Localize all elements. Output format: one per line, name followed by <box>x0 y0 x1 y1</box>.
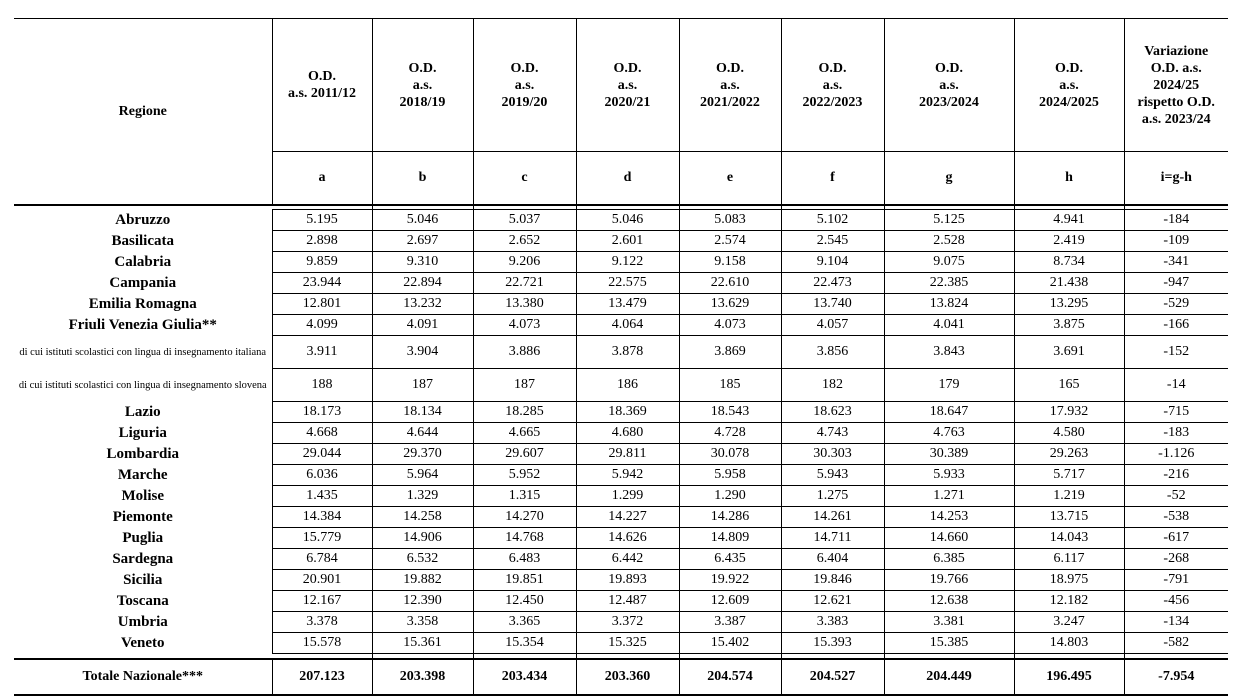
table-row <box>14 570 1228 591</box>
value-cell: 14.809 <box>679 528 781 549</box>
col-header-h <box>1014 19 1124 152</box>
value-cell: 188 <box>272 369 372 402</box>
col-header-f-l2: a.s. <box>822 77 843 93</box>
value-cell: 4.041 <box>884 315 1014 336</box>
value-cell: 5.046 <box>576 210 679 231</box>
value-cell: 12.390 <box>372 591 473 612</box>
value-cell: 14.286 <box>679 507 781 528</box>
letter-b: b <box>372 152 473 206</box>
value-cell: 204.527 <box>781 659 884 695</box>
variation-cell: -617 <box>1124 528 1228 549</box>
value-cell: 12.621 <box>781 591 884 612</box>
col-header-h-l1: O.D. <box>1055 60 1083 76</box>
value-cell: 19.846 <box>781 570 884 591</box>
letter-c: c <box>473 152 576 206</box>
value-cell: 1.299 <box>576 486 679 507</box>
value-cell: 19.851 <box>473 570 576 591</box>
col-header-h-l2: a.s. <box>1059 77 1079 93</box>
value-cell: 18.173 <box>272 402 372 423</box>
variation-cell: -268 <box>1124 549 1228 570</box>
col-header-b-l2: a.s. <box>412 77 433 93</box>
table-row <box>14 423 1228 444</box>
value-cell: 4.941 <box>1014 210 1124 231</box>
value-cell: 13.232 <box>372 294 473 315</box>
value-cell: 6.117 <box>1014 549 1124 570</box>
variation-cell: -456 <box>1124 591 1228 612</box>
value-cell: 14.384 <box>272 507 372 528</box>
value-cell: 186 <box>576 369 679 402</box>
region-header-label: Regione <box>118 104 167 119</box>
table-row <box>14 444 1228 465</box>
value-cell: 18.623 <box>781 402 884 423</box>
table-row <box>14 294 1228 315</box>
value-cell: 22.894 <box>372 273 473 294</box>
col-header-e <box>679 19 781 152</box>
value-cell: 4.073 <box>473 315 576 336</box>
value-cell: 4.763 <box>884 423 1014 444</box>
total-row <box>14 659 1228 695</box>
value-cell: 3.365 <box>473 612 576 633</box>
value-cell: 19.766 <box>884 570 1014 591</box>
value-cell: 23.944 <box>272 273 372 294</box>
value-cell: 3.358 <box>372 612 473 633</box>
col-header-g-l1: O.D. <box>935 60 963 76</box>
value-cell: 3.247 <box>1014 612 1124 633</box>
variation-cell: -14 <box>1124 369 1228 402</box>
value-cell: 9.158 <box>679 252 781 273</box>
value-cell: 12.167 <box>272 591 372 612</box>
value-cell: 29.811 <box>576 444 679 465</box>
value-cell: 18.285 <box>473 402 576 423</box>
value-cell: 12.182 <box>1014 591 1124 612</box>
value-cell: 30.389 <box>884 444 1014 465</box>
variation-cell: -109 <box>1124 231 1228 252</box>
value-cell: 5.125 <box>884 210 1014 231</box>
value-cell: 14.043 <box>1014 528 1124 549</box>
value-cell: 9.206 <box>473 252 576 273</box>
region-name: Calabria <box>114 253 172 270</box>
col-header-f <box>781 19 884 152</box>
region-name: Piemonte <box>112 508 173 525</box>
value-cell: 5.964 <box>372 465 473 486</box>
value-cell: 204.574 <box>679 659 781 695</box>
col-header-variation <box>1124 19 1228 152</box>
value-cell: 14.626 <box>576 528 679 549</box>
value-cell: 6.784 <box>272 549 372 570</box>
value-cell: 13.380 <box>473 294 576 315</box>
region-header <box>14 19 272 206</box>
col-header-a-l2: a.s. 2011/12 <box>287 86 357 101</box>
col-header-d-l1: O.D. <box>613 60 642 76</box>
value-cell: 2.898 <box>272 231 372 252</box>
value-cell: 14.660 <box>884 528 1014 549</box>
value-cell: 4.064 <box>576 315 679 336</box>
value-cell: 2.601 <box>576 231 679 252</box>
od-table <box>14 18 1228 696</box>
col-header-e-l2: a.s. <box>720 77 740 93</box>
col-header-g <box>884 19 1014 152</box>
value-cell: 1.315 <box>473 486 576 507</box>
value-cell: 5.942 <box>576 465 679 486</box>
value-cell: 5.943 <box>781 465 884 486</box>
value-cell: 18.134 <box>372 402 473 423</box>
col-header-c-l3: 2019/20 <box>501 94 548 110</box>
variation-cell: -791 <box>1124 570 1228 591</box>
value-cell: 4.057 <box>781 315 884 336</box>
col-header-b-l1: O.D. <box>408 60 437 76</box>
letter-d: d <box>576 152 679 206</box>
value-cell: 185 <box>679 369 781 402</box>
table-row <box>14 507 1228 528</box>
value-cell: 4.680 <box>576 423 679 444</box>
col-header-h-l3: 2024/2025 <box>1039 94 1099 110</box>
value-cell: 3.875 <box>1014 315 1124 336</box>
value-cell: 5.083 <box>679 210 781 231</box>
value-cell: 5.046 <box>372 210 473 231</box>
header-row <box>14 19 1228 152</box>
value-cell: 187 <box>473 369 576 402</box>
variation-cell: -183 <box>1124 423 1228 444</box>
value-cell: 3.869 <box>679 336 781 369</box>
value-cell: 203.434 <box>473 659 576 695</box>
value-cell: 5.717 <box>1014 465 1124 486</box>
value-cell: 4.580 <box>1014 423 1124 444</box>
value-cell: 1.219 <box>1014 486 1124 507</box>
value-cell: 3.911 <box>272 336 372 369</box>
table-row <box>14 528 1228 549</box>
value-cell: 5.933 <box>884 465 1014 486</box>
letter-g: g <box>884 152 1014 206</box>
value-cell: 4.665 <box>473 423 576 444</box>
value-cell: 18.369 <box>576 402 679 423</box>
region-name: Lombardia <box>106 445 179 462</box>
table-row <box>14 231 1228 252</box>
value-cell: 3.372 <box>576 612 679 633</box>
col-header-f-l1: O.D. <box>818 60 847 76</box>
col-header-e-l1: O.D. <box>716 60 744 76</box>
region-name: di cui istituti scolastici con lingua di insegnamento italiana <box>19 346 267 358</box>
region-name: Emilia Romagna <box>88 295 197 312</box>
value-cell: 4.099 <box>272 315 372 336</box>
value-cell: 30.303 <box>781 444 884 465</box>
value-cell: 14.253 <box>884 507 1014 528</box>
value-cell: 4.728 <box>679 423 781 444</box>
region-name: Abruzzo <box>115 211 171 228</box>
value-cell: 14.258 <box>372 507 473 528</box>
region-name: Basilicata <box>111 232 174 249</box>
table-body <box>14 205 1228 695</box>
value-cell: 196.495 <box>1014 659 1124 695</box>
region-name: Sardegna <box>112 550 174 567</box>
value-cell: 12.487 <box>576 591 679 612</box>
value-cell: 13.295 <box>1014 294 1124 315</box>
value-cell: 5.952 <box>473 465 576 486</box>
value-cell: 22.575 <box>576 273 679 294</box>
col-header-d-l2: a.s. <box>617 77 638 93</box>
table-row <box>14 252 1228 273</box>
value-cell: 9.104 <box>781 252 884 273</box>
variation-cell: -216 <box>1124 465 1228 486</box>
table-row <box>14 612 1228 633</box>
value-cell: 9.075 <box>884 252 1014 273</box>
value-cell: 15.393 <box>781 633 884 654</box>
region-name: Friuli Venezia Giulia** <box>68 316 217 333</box>
variation-cell: -166 <box>1124 315 1228 336</box>
variation-cell: -134 <box>1124 612 1228 633</box>
value-cell: 14.803 <box>1014 633 1124 654</box>
value-cell: 3.856 <box>781 336 884 369</box>
variation-cell: -7.954 <box>1124 659 1228 695</box>
value-cell: 15.325 <box>576 633 679 654</box>
value-cell: 9.122 <box>576 252 679 273</box>
value-cell: 12.609 <box>679 591 781 612</box>
value-cell: 20.901 <box>272 570 372 591</box>
table-row <box>14 315 1228 336</box>
value-cell: 182 <box>781 369 884 402</box>
value-cell: 207.123 <box>272 659 372 695</box>
value-cell: 3.387 <box>679 612 781 633</box>
value-cell: 6.385 <box>884 549 1014 570</box>
value-cell: 6.532 <box>372 549 473 570</box>
variation-cell: -341 <box>1124 252 1228 273</box>
value-cell: 19.882 <box>372 570 473 591</box>
col-header-g-l2: a.s. <box>939 77 959 93</box>
table-row <box>14 210 1228 231</box>
table-row <box>14 591 1228 612</box>
value-cell: 15.779 <box>272 528 372 549</box>
value-cell: 14.906 <box>372 528 473 549</box>
value-cell: 15.385 <box>884 633 1014 654</box>
table-row <box>14 486 1228 507</box>
value-cell: 29.263 <box>1014 444 1124 465</box>
value-cell: 2.528 <box>884 231 1014 252</box>
col-header-g-l3: 2023/2024 <box>919 94 979 110</box>
table-row <box>14 273 1228 294</box>
region-name: Campania <box>109 274 177 291</box>
value-cell: 15.361 <box>372 633 473 654</box>
variation-l3: 2024/25 <box>1153 77 1200 93</box>
value-cell: 3.843 <box>884 336 1014 369</box>
value-cell: 203.360 <box>576 659 679 695</box>
value-cell: 13.824 <box>884 294 1014 315</box>
region-name: Molise <box>121 487 164 504</box>
value-cell: 1.435 <box>272 486 372 507</box>
value-cell: 165 <box>1014 369 1124 402</box>
letter-h: h <box>1014 152 1124 206</box>
variation-cell: -152 <box>1124 336 1228 369</box>
value-cell: 15.354 <box>473 633 576 654</box>
value-cell: 15.578 <box>272 633 372 654</box>
table-row <box>14 549 1228 570</box>
col-header-b <box>372 19 473 152</box>
value-cell: 5.958 <box>679 465 781 486</box>
value-cell: 2.697 <box>372 231 473 252</box>
variation-l4: rispetto O.D. <box>1137 94 1215 110</box>
value-cell: 6.442 <box>576 549 679 570</box>
table-row <box>14 633 1228 654</box>
value-cell: 187 <box>372 369 473 402</box>
value-cell: 1.290 <box>679 486 781 507</box>
value-cell: 8.734 <box>1014 252 1124 273</box>
value-cell: 13.715 <box>1014 507 1124 528</box>
region-name: Toscana <box>116 592 169 609</box>
value-cell: 6.036 <box>272 465 372 486</box>
table-row <box>14 402 1228 423</box>
variation-cell: -1.126 <box>1124 444 1228 465</box>
variation-cell: -52 <box>1124 486 1228 507</box>
region-name: Sicilia <box>123 571 163 588</box>
region-name: Lazio <box>124 403 161 420</box>
value-cell: 2.652 <box>473 231 576 252</box>
col-header-a-l1: O.D. <box>308 69 336 84</box>
value-cell: 4.073 <box>679 315 781 336</box>
value-cell: 5.037 <box>473 210 576 231</box>
value-cell: 19.922 <box>679 570 781 591</box>
value-cell: 12.450 <box>473 591 576 612</box>
value-cell: 5.195 <box>272 210 372 231</box>
variation-l5: a.s. 2023/24 <box>1141 111 1211 127</box>
value-cell: 3.691 <box>1014 336 1124 369</box>
region-name: di cui istituti scolastici con lingua di insegnamento slovena <box>18 379 267 391</box>
value-cell: 22.473 <box>781 273 884 294</box>
value-cell: 14.261 <box>781 507 884 528</box>
value-cell: 6.435 <box>679 549 781 570</box>
variation-cell: -947 <box>1124 273 1228 294</box>
value-cell: 1.329 <box>372 486 473 507</box>
letter-e: e <box>679 152 781 206</box>
value-cell: 4.644 <box>372 423 473 444</box>
value-cell: 5.102 <box>781 210 884 231</box>
value-cell: 19.893 <box>576 570 679 591</box>
value-cell: 14.711 <box>781 528 884 549</box>
region-name: Puglia <box>122 529 164 546</box>
col-header-c-l1: O.D. <box>510 60 539 76</box>
variation-cell: -529 <box>1124 294 1228 315</box>
value-cell: 179 <box>884 369 1014 402</box>
col-header-d <box>576 19 679 152</box>
col-header-e-l3: 2021/2022 <box>700 94 760 110</box>
region-name: Totale Nazionale*** <box>14 659 272 695</box>
value-cell: 4.668 <box>272 423 372 444</box>
value-cell: 4.743 <box>781 423 884 444</box>
value-cell: 14.768 <box>473 528 576 549</box>
variation-cell: -715 <box>1124 402 1228 423</box>
value-cell: 4.091 <box>372 315 473 336</box>
value-cell: 21.438 <box>1014 273 1124 294</box>
value-cell: 3.878 <box>576 336 679 369</box>
value-cell: 3.383 <box>781 612 884 633</box>
variation-l1: Variazione <box>1144 43 1209 59</box>
col-header-c-l2: a.s. <box>514 77 535 93</box>
region-name: Marche <box>117 466 168 483</box>
col-header-d-l3: 2020/21 <box>604 94 651 110</box>
value-cell: 18.647 <box>884 402 1014 423</box>
value-cell: 22.610 <box>679 273 781 294</box>
value-cell: 29.607 <box>473 444 576 465</box>
value-cell: 9.310 <box>372 252 473 273</box>
value-cell: 18.975 <box>1014 570 1124 591</box>
value-cell: 1.271 <box>884 486 1014 507</box>
value-cell: 29.044 <box>272 444 372 465</box>
value-cell: 18.543 <box>679 402 781 423</box>
region-name: Liguria <box>118 424 167 441</box>
value-cell: 2.574 <box>679 231 781 252</box>
value-cell: 30.078 <box>679 444 781 465</box>
value-cell: 6.483 <box>473 549 576 570</box>
col-header-c <box>473 19 576 152</box>
table-row <box>14 465 1228 486</box>
value-cell: 1.275 <box>781 486 884 507</box>
variation-l2: O.D. a.s. <box>1150 60 1202 76</box>
value-cell: 14.227 <box>576 507 679 528</box>
region-name: Umbria <box>117 613 168 630</box>
value-cell: 17.932 <box>1014 402 1124 423</box>
value-cell: 29.370 <box>372 444 473 465</box>
letter-f: f <box>781 152 884 206</box>
letter-a: a <box>272 152 372 206</box>
value-cell: 2.545 <box>781 231 884 252</box>
table-row <box>14 336 1228 369</box>
value-cell: 15.402 <box>679 633 781 654</box>
value-cell: 9.859 <box>272 252 372 273</box>
letter-i: i=g-h <box>1124 152 1228 206</box>
value-cell: 3.378 <box>272 612 372 633</box>
value-cell: 22.721 <box>473 273 576 294</box>
col-header-b-l3: 2018/19 <box>399 94 446 110</box>
value-cell: 13.629 <box>679 294 781 315</box>
value-cell: 14.270 <box>473 507 576 528</box>
value-cell: 12.638 <box>884 591 1014 612</box>
region-name: Veneto <box>120 634 165 651</box>
value-cell: 3.381 <box>884 612 1014 633</box>
variation-cell: -582 <box>1124 633 1228 654</box>
col-header-a <box>272 19 372 152</box>
value-cell: 22.385 <box>884 273 1014 294</box>
value-cell: 12.801 <box>272 294 372 315</box>
variation-cell: -538 <box>1124 507 1228 528</box>
value-cell: 203.398 <box>372 659 473 695</box>
value-cell: 6.404 <box>781 549 884 570</box>
value-cell: 13.479 <box>576 294 679 315</box>
table-row <box>14 369 1228 402</box>
value-cell: 3.904 <box>372 336 473 369</box>
value-cell: 3.886 <box>473 336 576 369</box>
value-cell: 2.419 <box>1014 231 1124 252</box>
col-header-f-l3: 2022/2023 <box>802 94 863 110</box>
value-cell: 13.740 <box>781 294 884 315</box>
variation-cell: -184 <box>1124 210 1228 231</box>
value-cell: 204.449 <box>884 659 1014 695</box>
